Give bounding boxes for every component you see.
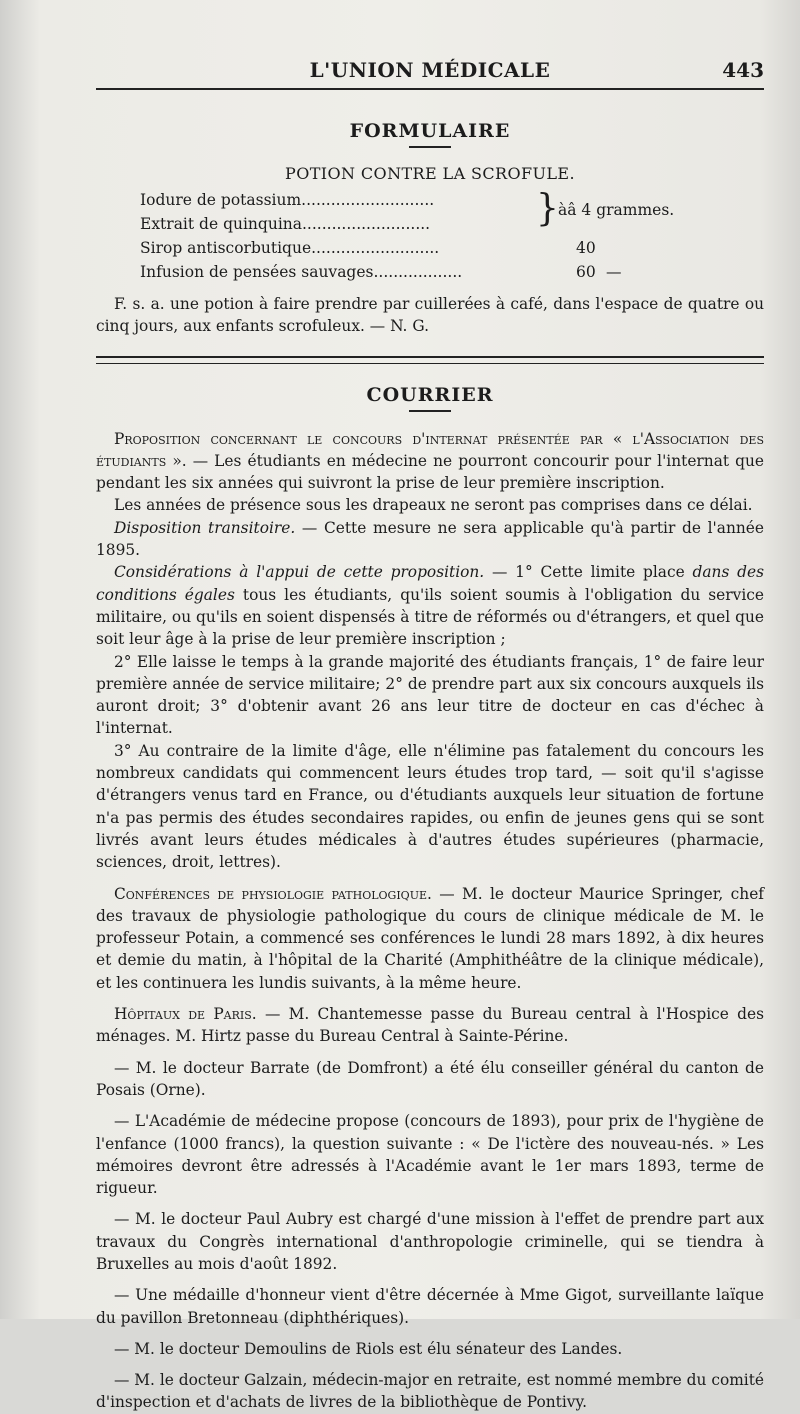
brace-glyph: } (536, 186, 559, 230)
news-paragraph: — M. le docteur Galzain, médecin-major en retraite, est nommé membre du comité d'inspection et d'achats de livres de la bibliothèque de Pontivy. (96, 1371, 765, 1412)
news-paragraph (96, 883, 764, 994)
news-paragraph: — Une médaille d'honneur vient d'être décernée à Mme Gigot, surveillante laïque du pavillon Bretonneau (diphthériques). (96, 1286, 764, 1327)
news-paragraph (96, 561, 764, 650)
paragraph-text: — M. le docteur Maurice Springer, chef des travaux de physiologie pathologique du cours de clinique médicale de M. le professeur Potain, a commencé ses conférences le lundi 28 mars 1892, à dix heures et demie du matin, à l'hôpital de la Charité (Amphithéâtre de la clinique médicale), et les continuera les lundis suivants, à la même heure. (96, 884, 764, 992)
news-paragraph: Les années de présence sous les drapeaux ne seront pas comprises dans ce délai. (114, 496, 753, 515)
paragraph-lead: Hôpitaux de Paris. (114, 1005, 257, 1024)
paragraph-lead: Conférences de physiologie pathologique. (114, 884, 432, 903)
paragraph-emphasis: dans des conditions égales (96, 563, 765, 604)
news-paragraph: 3° Au contraire de la limite d'âge, elle n'élimine pas fatalement du concours les nombreux candidats qui commencent leurs études trop tard, — soit qu'il s'agisse d'étrangers venus tard en France, ou d'étudiants auxquels leur situation de fortune n'a pas permis des études secondaires rapides, ou enfin de jeunes gens qui se sont livrés avant leurs études médicales à d'autres études supérieures (pharmacie, sciences, droit, lettres). (96, 741, 764, 872)
news-paragraph: — M. le docteur Demoulins de Riols est élu sénateur des Landes. (114, 1339, 623, 1358)
journal-title: L'UNION MÉDICALE (309, 58, 551, 82)
paragraph-text: — 1° Cette limite place (484, 563, 693, 582)
paragraph-gap (96, 1199, 764, 1208)
ingredient-row (96, 261, 764, 285)
shared-quantity: àâ 4 grammes. (558, 201, 675, 219)
page-number: 443 (722, 58, 764, 82)
ingredient-list (96, 186, 764, 285)
paragraph-gap (96, 994, 764, 1003)
paragraph-gap (96, 874, 764, 883)
news-paragraph: 2° Elle laisse le temps à la grande majorité des étudiants français, 1° de faire leur première année de service militaire; 2° de prendre part aux six concours auxquels ils auront droit; 3° d'obtenir avant 26 ans leur titre de docteur en cas d'échec à l'internat. (96, 652, 764, 738)
news-paragraph: — M. le docteur Barrate (de Domfront) a été élu conseiller général du canton de Posais (Orne). (96, 1058, 764, 1099)
ingredient-name: Sirop antiscorbutique.......................... (140, 239, 440, 257)
paragraph-lead: Proposition concernant le concours d'internat présentée par « l'Association des étudiants ». (96, 429, 764, 470)
news-paragraph (96, 428, 764, 495)
paragraph-text: tous les étudiants, qu'ils soient soumis à l'obligation du service militaire, ou qu'ils en soient dispensés à titre de réformés ou d'étrangers, et quel que soit leur âge à la prise de leur première inscription ; (96, 585, 764, 649)
ingredient-name: Infusion de pensées sauvages.................. (140, 263, 463, 281)
ingredient-name: Iodure de potassium........................... (140, 191, 435, 209)
news-paragraph: — M. le docteur Paul Aubry est chargé d'une mission à l'effet de prendre part aux travaux du Congrès international d'anthropologie criminelle, qui se tiendra à Bruxelles au mois d'août 1892. (96, 1210, 764, 1273)
ingredient-row (96, 237, 764, 261)
paragraph-gap (96, 1275, 764, 1284)
ingredient-quantity: 60 (576, 263, 596, 281)
courrier-heading: COURRIER (366, 383, 494, 406)
paragraph-gap (96, 1360, 764, 1369)
news-paragraph (96, 517, 764, 562)
ingredient-row (96, 213, 764, 237)
heading-rule (409, 146, 451, 148)
recipe-instructions: F. s. a. une potion à faire prendre par cuillerées à café, dans l'espace de quatre ou cinq jours, aux enfants scrofuleux. — N. G. (96, 295, 764, 336)
paragraph-gap (96, 1048, 764, 1057)
section-divider (96, 356, 764, 364)
formulaire-section (96, 120, 764, 338)
ditto-dash: — (606, 263, 622, 281)
recipe-title: POTION CONTRE LA SCROFULE. (285, 164, 575, 183)
paragraph-lead: Considérations à l'appui de cette proposition. (114, 563, 485, 582)
ingredient-name: Extrait de quinquina.......................... (140, 215, 431, 233)
ingredient-quantity: 40 (576, 239, 596, 257)
courrier-section (96, 384, 764, 1414)
paragraph-text: — Les étudiants en médecine ne pourront concourir pour l'internat que pendant les six années qui suivront la prise de leur première inscription. (96, 451, 765, 493)
paragraph-text: — Cette mesure ne sera applicable qu'à partir de l'année 1895. (96, 518, 764, 560)
paragraph-gap (96, 1329, 764, 1338)
running-header (96, 48, 764, 90)
news-paragraph (96, 1003, 764, 1048)
news-paragraph: — L'Académie de médecine propose (concours de 1893), pour prix de l'hygiène de l'enfance (1000 francs), la question suivante : « De l'ictère des nouveau-nés. » Les mémoires devront être adressés à l'Académie avant le 1er mars 1893, terme de rigueur. (96, 1112, 764, 1198)
formulaire-heading: FORMULAIRE (349, 120, 511, 142)
paragraph-text: — M. Chantemesse passe du Bureau central à l'Hospice des ménages. M. Hirtz passe du Bureau Central à Sainte-Périne. (96, 1005, 764, 1046)
paragraph-lead: Disposition transitoire. (114, 518, 296, 537)
paragraph-gap (96, 1101, 764, 1110)
heading-rule (409, 410, 451, 412)
